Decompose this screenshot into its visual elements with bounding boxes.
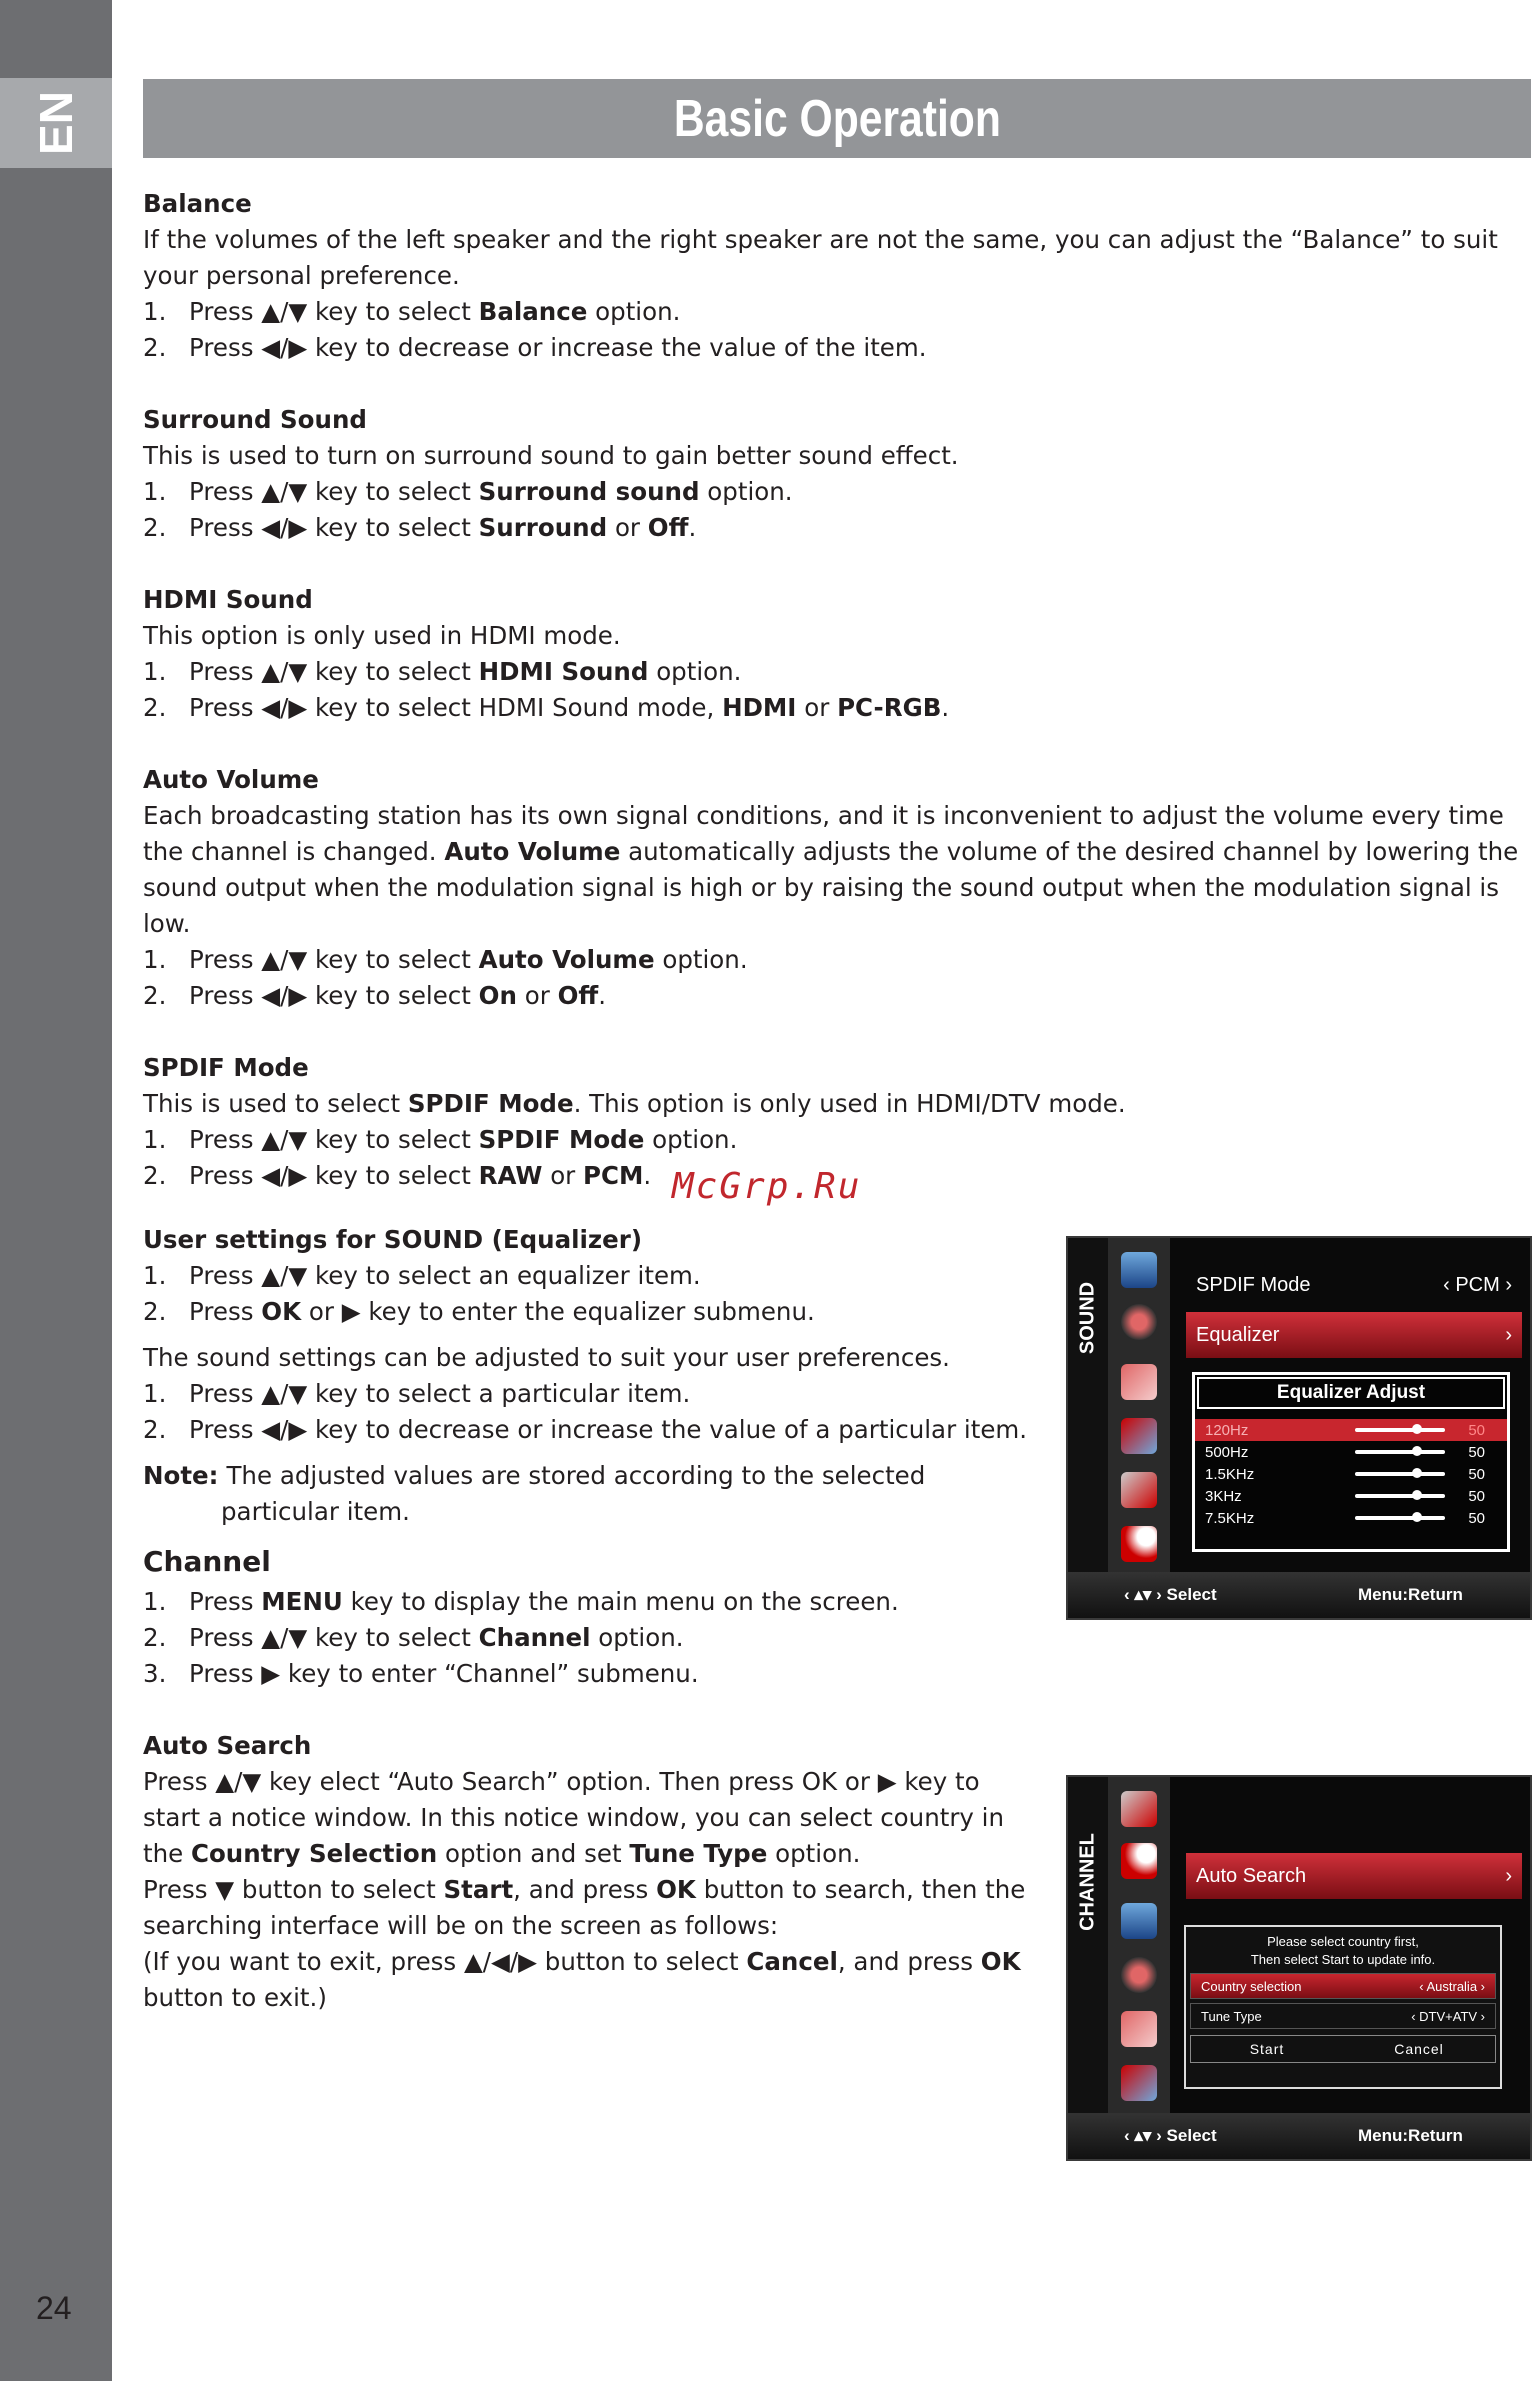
osd-side-label: SOUND: [1076, 1281, 1099, 1355]
osd-row-equalizer: Equalizer ›: [1186, 1312, 1522, 1358]
osd-select-hint: ‹ ▴▾ › Select: [1124, 2126, 1217, 2145]
hdmi-step-1: 1. Press ▲/▼ key to select HDMI Sound option.: [143, 657, 742, 686]
autosearch-p2: Press ▼ button to select Start, and press OK button to search, then the searching interface will be on the screen as follows:: [143, 1875, 1026, 1940]
autovol-intro: Each broadcasting station has its own signal conditions, and it is inconvenient to adjust the volume every time the channel is changed. Auto Volume automatically adjusts the volume of the desired channel by lowering the sound output when the modulation signal is high or by raising the sound output when the modulation signal is low.: [143, 801, 1519, 938]
autovol-step-1: 1. Press ▲/▼ key to select Auto Volume option.: [143, 945, 748, 974]
title-banner: [143, 79, 1531, 158]
picture-icon: [1121, 1903, 1157, 1939]
equalizer-band-label: 3KHz: [1205, 1487, 1242, 1505]
spdif-heading: SPDIF Mode: [143, 1053, 309, 1082]
equalizer-band-label: 1.5KHz: [1205, 1465, 1255, 1483]
language-label: EN: [30, 91, 82, 155]
sidebar: [0, 0, 112, 2381]
osd-select-hint: ‹ ▴▾ › Select: [1124, 1585, 1217, 1604]
equalizer-slider-knob: [1412, 1512, 1422, 1522]
equalizer-slider: [1355, 1450, 1445, 1454]
autosearch-heading: Auto Search: [143, 1731, 312, 1760]
channel-menu-screenshot: [1066, 1775, 1532, 2161]
equalizer-band-label: 120Hz: [1205, 1421, 1249, 1439]
spdif-step-1: 1. Press ▲/▼ key to select SPDIF Mode option.: [143, 1125, 738, 1154]
surround-intro: This is used to turn on surround sound to gain better sound effect.: [143, 441, 959, 470]
equalizer-text: [143, 1222, 1043, 2016]
equalizer-band-row: [1195, 1419, 1507, 1441]
time-icon: [1121, 1364, 1157, 1400]
eq-step-2: 2. Press OK or ▶ key to enter the equalizer submenu.: [143, 1297, 815, 1326]
autovol-step-2: 2. Press ◀/▶ key to select On or Off.: [143, 981, 607, 1010]
hdmi-step-2: 2. Press ◀/▶ key to select HDMI Sound mode, HDMI or PC-RGB.: [143, 693, 950, 722]
equalizer-slider-knob: [1412, 1468, 1422, 1478]
notice-message: Please select country first, Then select Start to update info.: [1250, 1934, 1436, 1967]
eq-step-1: 1. Press ▲/▼ key to select an equalizer item.: [143, 1261, 701, 1290]
surround-step-1: 1. Press ▲/▼ key to select Surround sound option.: [143, 477, 793, 506]
osd-bottom-bar: [1068, 1572, 1530, 1618]
equalizer-slider-knob: [1412, 1490, 1422, 1500]
equalizer-adjust-box: [1192, 1372, 1510, 1552]
search-icon: [1121, 1843, 1157, 1879]
equalizer-band-row: [1195, 1485, 1507, 1507]
channel-step-1: 1. Press MENU key to display the main menu on the screen.: [143, 1587, 899, 1616]
hdmi-intro: This option is only used in HDMI mode.: [143, 621, 621, 650]
equalizer-band-value: 50: [1468, 1421, 1485, 1439]
notice-buttons: [1190, 2035, 1496, 2063]
equalizer-slider-knob: [1412, 1446, 1422, 1456]
equalizer-band-value: 50: [1468, 1465, 1485, 1483]
osd-icon-column: [1108, 1238, 1170, 1574]
balance-step-2: 2. Press ◀/▶ key to decrease or increase the value of the item.: [143, 333, 927, 362]
picture-icon: [1121, 1252, 1157, 1288]
equalizer-band-row: [1195, 1441, 1507, 1463]
autovol-heading: Auto Volume: [143, 765, 319, 794]
surround-step-2: 2. Press ◀/▶ key to select Surround or Off.: [143, 513, 697, 542]
equalizer-slider-knob: [1412, 1424, 1422, 1434]
osd-side-label: CHANNEL: [1076, 1833, 1099, 1931]
equalizer-band-row: [1195, 1507, 1507, 1529]
spdif-intro: This is used to select SPDIF Mode. This option is only used in HDMI/DTV mode.: [143, 1089, 1126, 1118]
watermark: McGrp.Ru: [672, 1166, 862, 1207]
osd-side-bar: [1068, 1238, 1108, 1574]
equalizer-band-label: 7.5KHz: [1205, 1509, 1255, 1527]
osd-icon-column: [1108, 1777, 1170, 2113]
sound-icon: [1121, 1304, 1157, 1340]
osd-side-bar: [1068, 1777, 1108, 2113]
equalizer-slider: [1355, 1472, 1445, 1476]
channel-step-3: 3. Press ▶ key to enter “Channel” submenu.: [143, 1659, 699, 1688]
hdmi-heading: HDMI Sound: [143, 585, 313, 614]
osd-row-auto-search: Auto Search ›: [1186, 1853, 1522, 1899]
balance-step-1: 1. Press ▲/▼ key to select Balance option.: [143, 297, 681, 326]
equalizer-adjust-title: Equalizer Adjust: [1197, 1377, 1505, 1409]
tune-type-row: Tune Type ‹ DTV+ATV ›: [1190, 2003, 1496, 2029]
search-icon: [1121, 1526, 1157, 1562]
osd-bottom-bar: [1068, 2113, 1530, 2159]
channel-heading: Channel: [143, 1545, 271, 1578]
osd-return-hint: Menu:Return: [1358, 1585, 1463, 1604]
channel-step-2: 2. Press ▲/▼ key to select Channel option.: [143, 1623, 684, 1652]
tools-icon: [1121, 1472, 1157, 1508]
equalizer-band-label: 500Hz: [1205, 1443, 1249, 1461]
option-icon: [1121, 2065, 1157, 2101]
sound-icon: [1121, 1957, 1157, 1993]
equalizer-band-value: 50: [1468, 1509, 1485, 1527]
equalizer-band-value: 50: [1468, 1443, 1485, 1461]
osd-main-panel: [1170, 1238, 1530, 1574]
spdif-step-2: 2. Press ◀/▶ key to select RAW or PCM.: [143, 1161, 652, 1190]
notice-window: [1184, 1925, 1502, 2089]
eq-note: Note: The adjusted values are stored according to the selected: [143, 1461, 926, 1490]
eq-note-cont: particular item.: [221, 1497, 410, 1526]
equalizer-slider: [1355, 1494, 1445, 1498]
eq-step-4: 2. Press ◀/▶ key to decrease or increase the value of a particular item.: [143, 1415, 1028, 1444]
eq-heading: User settings for SOUND (Equalizer): [143, 1225, 643, 1254]
equalizer-slider: [1355, 1516, 1445, 1520]
balance-heading: Balance: [143, 189, 252, 218]
option-icon: [1121, 1418, 1157, 1454]
osd-return-hint: Menu:Return: [1358, 2126, 1463, 2145]
equalizer-slider: [1355, 1428, 1445, 1432]
autosearch-p3: (If you want to exit, press ▲/◀/▶ button to select Cancel, and press OK button to exit.): [143, 1947, 1021, 2012]
time-icon: [1121, 2011, 1157, 2047]
country-selection-row: Country selection ‹ Australia ›: [1190, 1973, 1496, 1999]
autosearch-p1: Press ▲/▼ key elect “Auto Search” option. Then press OK or ▶ key to start a notice window. In this notice window, you can select country in the Country Selection option and set Tune Type option.: [143, 1767, 1005, 1868]
tools-icon: [1121, 1791, 1157, 1827]
eq-intro: The sound settings can be adjusted to suit your user preferences.: [143, 1343, 950, 1372]
osd-main-panel: [1170, 1777, 1530, 2113]
surround-heading: Surround Sound: [143, 405, 367, 434]
equalizer-band-row: [1195, 1463, 1507, 1485]
sound-menu-screenshot: [1066, 1236, 1532, 1620]
start-button: Start: [1249, 2041, 1285, 2057]
page-title: Basic Operation: [673, 89, 1001, 148]
page-number: 24: [36, 2290, 72, 2326]
osd-row-spdif: SPDIF Mode ‹ PCM ›: [1196, 1273, 1512, 1296]
equalizer-band-value: 50: [1468, 1487, 1485, 1505]
main-text: [143, 186, 1531, 1194]
cancel-button: Cancel: [1394, 2041, 1444, 2057]
eq-step-3: 1. Press ▲/▼ key to select a particular item.: [143, 1379, 691, 1408]
balance-intro: If the volumes of the left speaker and the right speaker are not the same, you can adjust the “Balance” to suit your personal preference.: [143, 225, 1498, 290]
